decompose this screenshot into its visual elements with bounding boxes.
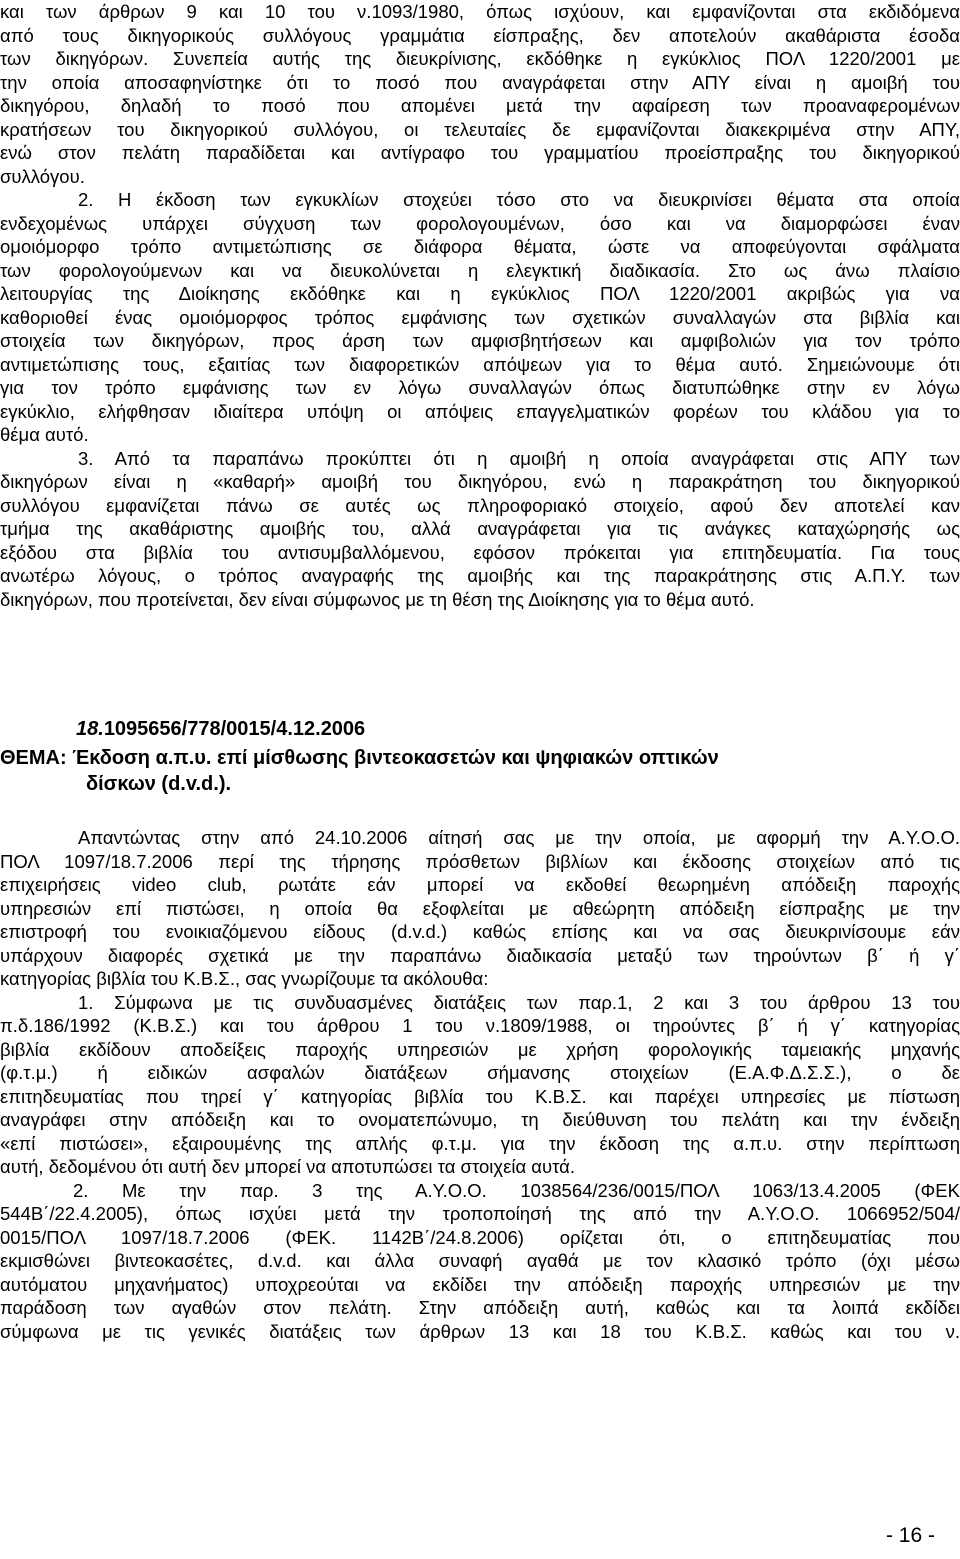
text-line: καθοριοθεί ένας ομοιόμορφος τρόπος εμφάνισης των σχετικών συναλλαγών στα βιβλία και — [0, 306, 960, 328]
list-item-2-start: 2. Με την παρ. 3 της Α.Υ.Ο.Ο. 1038564/236/0015/ΠΟΛ 1063/13.4.2005 (ΦΕΚ — [73, 1179, 960, 1201]
text-line: βιβλία εκδίδουν αποδείξεις παροχής υπηρεσιών με χρήση φορολογικής ταμειακής μηχανής — [0, 1038, 960, 1060]
text-line: υπάρχουν διαφορές σχετικά με την παραπάνω διαδικασία μεταξύ των τηρούντων β΄ ή γ΄ — [0, 944, 960, 966]
text-line: και των άρθρων 9 και 10 του ν.1093/1980, όπως ισχύουν, και εμφανίζονται στα εκδιδόμενα — [0, 1, 960, 22]
item-18-subject — [0, 745, 719, 797]
text-line: επιχειρήσεις video club, ρωτάτε εάν μπορεί να εκδοθεί θεωρημένη απόδειξη παροχής — [0, 874, 960, 895]
text-line: π.δ.186/1992 (Κ.Β.Σ.) και του άρθρου 1 του ν.1809/1988, οι τηρούντες β΄ ή γ΄ κατηγορίας — [0, 1015, 960, 1036]
text-line: θέμα αυτό. — [0, 424, 89, 445]
text-line: δικηγόρων, που προτείνεται, δεν είναι σύμφωνος με τη θέση της Διοίκησης για το θέμα αυτό. — [0, 588, 755, 610]
text-line: ενώ στον πελάτη παραδίδεται και αντίγραφο του γραμματίου προείσπραξης του δικηγορικού — [0, 142, 960, 163]
item-18-reference — [76, 716, 365, 742]
paragraph-3-start: 3. Από τα παραπάνω προκύπτει ότι η αμοιβή η οποία αναγράφεται στις ΑΠΥ των — [78, 447, 960, 469]
list-item-1-start: 1. Σύμφωνα με τις συνδυασμένες διατάξεις των παρ.1, 2 και 3 του άρθρου 13 του — [78, 991, 960, 1013]
text-line: υπηρεσιών επί πιστώσει, η οποία θα εξοφλείται με αθεώρητη απόδειξη είσπραξης με την — [0, 897, 960, 919]
text-line: (φ.τ.μ.) ή ειδικών ασφαλών διατάξεων σήμανσης στοιχείων (Ε.Α.Φ.Δ.Σ.Σ.), ο δε — [0, 1062, 960, 1083]
text-line: αυτόματου μηχανήματος) υποχρεούται να εκδίδει την απόδειξη παροχής υπηρεσιών με την — [0, 1273, 960, 1295]
text-line: δικηγόρου, δηλαδή το ποσό που απομένει μετά την αφαίρεση των προαναφερομένων — [0, 95, 960, 116]
text-line: αντιμετώπισης τους, εξαιτίας των διαφορετικών απόψεων για το θέμα αυτό. Σημειώνουμε ότι — [0, 353, 960, 375]
text-line: 544Β΄/22.4.2005), όπως ισχύει μετά την τροποποίησή της από την Α.Υ.Ο.Ο. 1066952/504/ — [0, 1203, 960, 1224]
item-ref: 1095656/778/0015/4.12.2006 — [103, 718, 366, 740]
text-line: συλλόγου. — [0, 165, 85, 187]
text-line: των φορολογούμενων και να διευκολύνεται η ελεγκτική διαδικασία. Στο ως άνω πλαίσιο — [0, 259, 960, 281]
paragraph-start: Απαντώντας στην από 24.10.2006 αίτησή σας με την οποία, με αφορμή την Α.Υ.Ο.Ο. — [78, 827, 960, 848]
text-line: «επί πιστώσει», εξαιρουμένης της απλής φ.τ.μ. για την έκδοση της α.π.υ. στην περίπτωση — [0, 1132, 960, 1154]
text-line: αυτή, δεδομένου ότι αυτή δεν μπορεί να αποτυπώσει τα στοιχεία αυτά. — [0, 1156, 575, 1177]
section-item-18-body — [0, 826, 960, 1343]
text-line: από τους δικηγορικούς συλλόγους γραμμάτια είσπραξης, δεν αποτελούν ακαθάριστα έσοδα — [0, 24, 960, 46]
text-line: ΠΟΛ 1097/18.7.2006 περί της τήρησης πρόσθετων βιβλίων και έκδοσης στοιχείων από τις — [0, 850, 960, 872]
text-line: παράδοση των αγαθών στον πελάτη. Στην απόδειξη αυτή, καθώς και τα λοιπά εκδίδει — [0, 1297, 960, 1318]
item-number: 18. — [76, 718, 104, 740]
text-line: ανωτέρω λόγους, ο τρόπος αναγραφής της αμοιβής και της παρακράτησης στις Α.Π.Υ. των — [0, 565, 960, 586]
text-line: επιτηδευματίας που τηρεί γ΄ κατηγορίας βιβλία του Κ.Β.Σ. και παρέχει υπηρεσίες με πίστωση — [0, 1085, 960, 1107]
text-line: δικηγόρων είναι η «καθαρή» αμοιβή του δικηγόρου, ενώ η παρακράτηση του δικηγορικού — [0, 471, 960, 492]
text-line: κατηγορίας βιβλία του Κ.Β.Σ., σας γνωρίζουμε τα ακόλουθα: — [0, 968, 489, 989]
text-line: για τον τρόπο εμφάνισης των εν λόγω συναλλαγών όπως διατυπώθηκε στην εν λόγω — [0, 377, 960, 398]
text-line: στοιχεία των δικηγόρων, προς άρση των αμφισβητήσεων και αμφιβολιών για τον τρόπο — [0, 330, 960, 351]
section-continuation — [0, 0, 960, 611]
page-number: - 16 - — [885, 1524, 935, 1547]
text-line: εκμισθώνει βιντεοκασέτες, d.v.d. και άλλα συναφή αγαθά με τον κλασικό τρόπο (όχι μέσω — [0, 1250, 960, 1271]
paragraph-2-start: 2. Η έκδοση των εγκυκλίων στοχεύει τόσο στο να διευκρινίσει θέματα στα οποία — [78, 189, 960, 210]
text-line: εγκύκλιο, ελήφθησαν ιδιαίτερα υπόψη οι απόψεις επαγγελματικών φορέων του κλάδου για το — [0, 400, 960, 422]
text-line: συλλόγου εμφανίζεται πάνω σε αυτές ως πληροφοριακό στοιχείο, αφού δεν αποτελεί καν — [0, 494, 960, 516]
subject-line: ΘΕΜΑ: Έκδοση α.π.υ. επί μίσθωσης βιντεοκασετών και ψηφιακών οπτικών — [0, 747, 719, 769]
text-line: ενδεχομένως υπάρχει σύγχυση των φορολογουμένων, όσο και να διαμορφώσει έναν — [0, 212, 960, 234]
text-line: την οποία αποσαφηνίστηκε ότι το ποσό που αναγράφεται στην ΑΠΥ είναι η αμοιβή του — [0, 71, 960, 93]
text-line: κρατήσεων του δικηγορικού συλλόγου, οι τελευταίες δε εμφανίζονται διακεκριμένα στην ΑΠΥ, — [0, 118, 960, 140]
text-line: εξόδου στα βιβλία του αντισυμβαλλόμενου, εφόσον πρόκειται για επιτηδευματία. Για τους — [0, 541, 960, 563]
text-line: λειτουργίας της Διοίκησης εκδόθηκε και η εγκύκλιος ΠΟΛ 1220/2001 ακριβώς για να — [0, 283, 960, 304]
subject-line: δίσκων (d.v.d.). — [86, 773, 232, 795]
text-line: ομοιόμορφο τρόπο αντιμετώπισης σε διάφορα θέματα, ώστε να αποφεύγονται σφάλματα — [0, 236, 960, 257]
text-line: αναγράφει στην απόδειξη και το ονοματεπώνυμο, τη διεύθυνση του πελάτη και την ένδειξη — [0, 1109, 960, 1130]
text-line: των δικηγόρων. Συνεπεία αυτής της διευκρίνισης, εκδόθηκε η εγκύκλιος ΠΟΛ 1220/2001 με — [0, 48, 960, 69]
text-line: 0015/ΠΟΛ 1097/18.7.2006 (ΦΕΚ. 1142Β΄/24.8.2006) ορίζεται ότι, ο επιτηδευματίας που — [0, 1226, 960, 1248]
text-line: επιστροφή του ενοικιαζόμενου είδους (d.v.d.) καθώς επίσης και να σας διευκρινίσουμε εάν — [0, 921, 960, 942]
text-line: σύμφωνα με τις γενικές διατάξεις των άρθρων 13 και 18 του Κ.Β.Σ. καθώς και του ν. — [0, 1320, 960, 1342]
text-line: τμήμα της ακαθάριστης αμοιβής του, αλλά αναγράφεται για τις ανάγκες καταχώρησής ως — [0, 518, 960, 539]
